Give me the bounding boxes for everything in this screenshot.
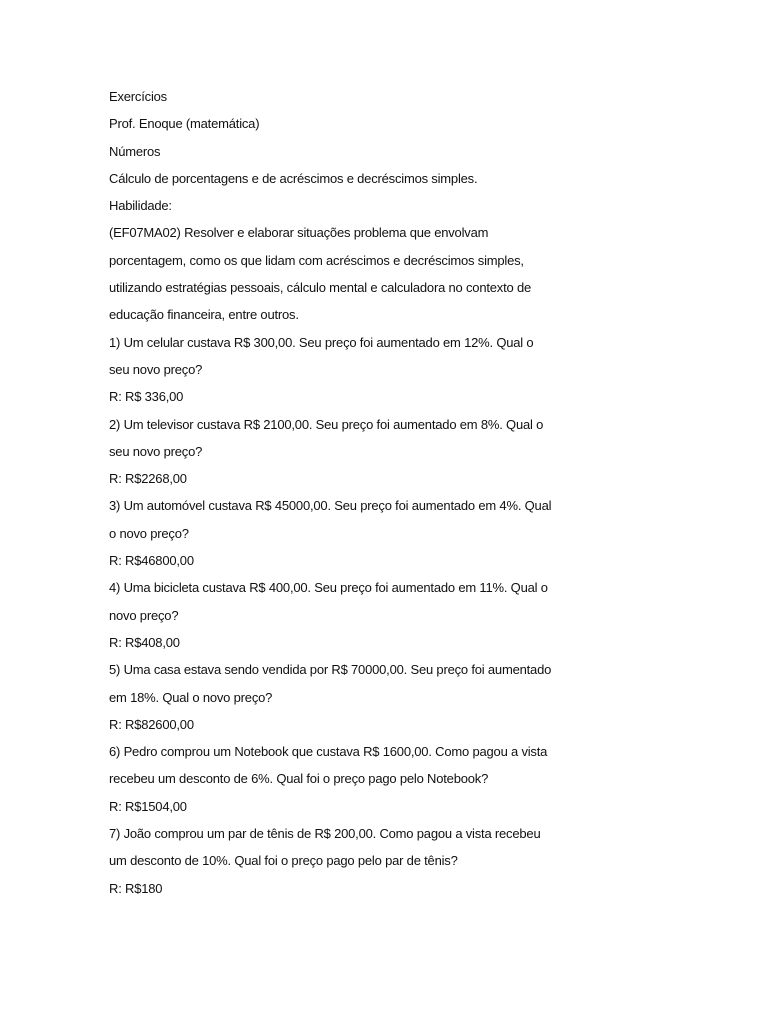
skill-text-line: (EF07MA02) Resolver e elaborar situações problema que envolvam bbox=[109, 225, 489, 241]
question-7-line: um desconto de 10%. Qual foi o preço pago pelo par de tênis? bbox=[109, 853, 458, 869]
skill-text-line: utilizando estratégias pessoais, cálculo mental e calculadora no contexto de bbox=[109, 280, 532, 296]
question-3-line: 3) Um automóvel custava R$ 45000,00. Seu preço foi aumentado em 4%. Qual bbox=[109, 498, 552, 514]
skill-text-line: porcentagem, como os que lidam com acréscimos e decréscimos simples, bbox=[109, 252, 524, 268]
question-1-line: seu novo preço? bbox=[109, 361, 203, 377]
answer-7: R: R$180 bbox=[109, 880, 163, 896]
question-5-line: 5) Uma casa estava sendo vendida por R$ 70000,00. Seu preço foi aumentado bbox=[109, 662, 552, 678]
answer-3: R: R$46800,00 bbox=[109, 553, 194, 569]
skill-text-line: educação financeira, entre outros. bbox=[109, 307, 299, 323]
question-2-line: seu novo preço? bbox=[109, 443, 203, 459]
skill-heading: Habilidade: bbox=[109, 198, 172, 214]
question-4-line: 4) Uma bicicleta custava R$ 400,00. Seu preço foi aumentado em 11%. Qual o bbox=[109, 580, 548, 596]
answer-5: R: R$82600,00 bbox=[109, 716, 194, 732]
subject-line: Cálculo de porcentagens e de acréscimos e decréscimos simples. bbox=[109, 170, 478, 186]
title-exercicios: Exercícios bbox=[109, 89, 167, 104]
question-5-line: em 18%. Qual o novo preço? bbox=[109, 689, 273, 705]
answer-1: R: R$ 336,00 bbox=[109, 389, 184, 405]
question-3-line: o novo preço? bbox=[109, 525, 189, 541]
question-6-line: 6) Pedro comprou um Notebook que custava R$ 1600,00. Como pagou a vista bbox=[109, 744, 548, 760]
author-line: Prof. Enoque (matemática) bbox=[109, 116, 260, 132]
topic-numeros: Números bbox=[109, 143, 161, 159]
document-body bbox=[109, 83, 579, 902]
answer-2: R: R$2268,00 bbox=[109, 471, 187, 487]
question-1-line: 1) Um celular custava R$ 300,00. Seu preço foi aumentado em 12%. Qual o bbox=[109, 334, 534, 350]
answer-6: R: R$1504,00 bbox=[109, 798, 187, 814]
question-6-line: recebeu um desconto de 6%. Qual foi o preço pago pelo Notebook? bbox=[109, 771, 489, 787]
answer-4: R: R$408,00 bbox=[109, 634, 180, 650]
question-2-line: 2) Um televisor custava R$ 2100,00. Seu preço foi aumentado em 8%. Qual o bbox=[109, 416, 544, 432]
question-4-line: novo preço? bbox=[109, 607, 179, 623]
question-7-line: 7) João comprou um par de tênis de R$ 200,00. Como pagou a vista recebeu bbox=[109, 826, 541, 842]
